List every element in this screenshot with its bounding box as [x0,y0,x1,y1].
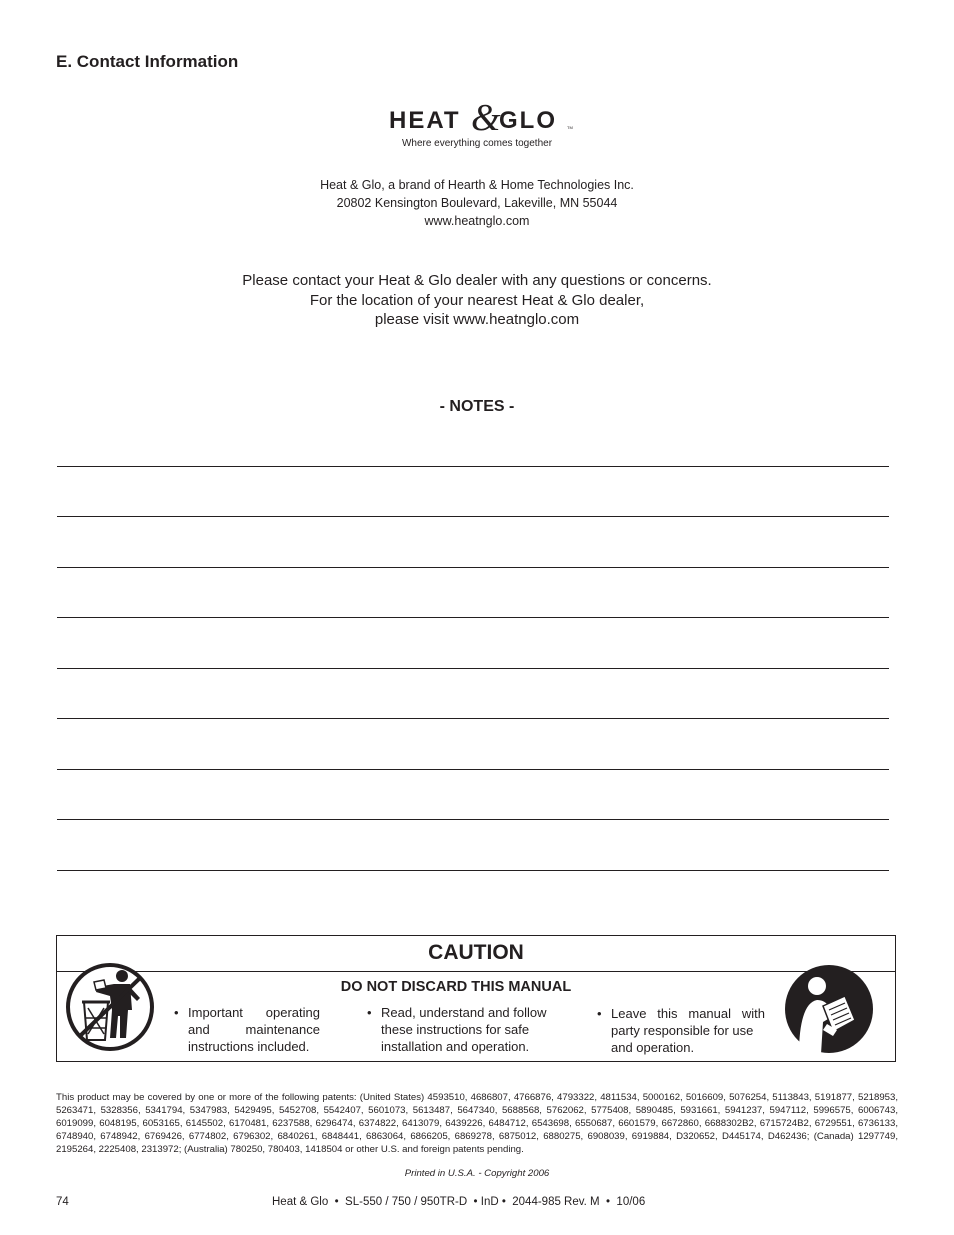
caution-bullet-3 [597,1005,767,1057]
address-line-website[interactable]: www.heatnglo.com [424,214,530,228]
note-line [57,769,889,770]
contact-line-2: For the location of your nearest Heat & Glo dealer, [309,291,645,309]
caution-divider [56,971,896,972]
bullet-line: and operation. [611,1040,695,1055]
logo-wordmark-glo: GLO [499,107,557,134]
bullet-marker: • [597,1006,602,1021]
bullet-line: party responsible for use [611,1023,754,1038]
bullet-line: installation and operation. [381,1039,530,1054]
bullet-marker: • [367,1005,372,1020]
bullet-line: Important operating [188,1005,320,1020]
note-line [57,567,889,568]
bullet-marker: • [174,1005,179,1020]
address-line-company: Heat & Glo, a brand of Hearth & Home Technologies Inc. [320,178,634,192]
bullet-line: Read, understand and follow [381,1005,547,1020]
no-trash-icon [66,958,154,1054]
note-line [57,819,889,820]
note-line [57,718,889,719]
logo-wordmark-ampersand: & [471,97,501,139]
caution-bullet-2 [367,1004,567,1056]
bullet-line: Leave this manual with [611,1006,765,1021]
page-number: 74 [56,1196,69,1208]
logo-trademark: TM [567,125,573,130]
company-address [0,176,954,230]
reading-manual-icon [783,962,875,1056]
logo-tagline: Where everything comes together [401,138,553,149]
address-line-street: 20802 Kensington Boulevard, Lakeville, MN 55044 [336,196,618,210]
bullet-line: instructions included. [188,1039,310,1054]
caution-title: CAUTION [428,941,524,964]
printed-copyright: Printed in U.S.A. - Copyright 2006 [404,1168,550,1179]
note-line [57,870,889,871]
caution-bullet-1 [174,1004,324,1056]
contact-line-3: please visit www.heatnglo.com [374,311,580,328]
contact-line-1: Please contact your Heat & Glo dealer with any questions or concerns. [242,272,712,289]
note-line [57,466,889,467]
note-line [57,516,889,517]
bullet-line: and maintenance [188,1022,320,1037]
patents-notice: This product may be covered by one or more of the following patents: (United States) 4593510, 4686807, 4766876, 4793322, 4811534, 5000162, 5016609, 5076254, 5113843, 5191877, 5218953, 5263471, 5328356, 5341794, 5347983, 5429495, 5452708, 5542407, 5601073, 5613487, 5647340, 5688568, 5762062, 5775408, 5890485, 5931661, 5941237, 5947112, 5996575, 6006743, 6019099, 6048195, 6053165, 6145502, 6170481, 6237588, 6296474, 6374822, 6413079, 6439226, 6484712, 6543698, 6550687, 6601579, 6672860, 6688302B2, 6715724B2, 6729551, 6736133, 6748940, 6748942, 6769426, 6774802, 6796302, 6840261, 6848441, 6863064, 6866205, 6869278, 6875012, 6880275, 6908039, 6919884, D320652, D445174, D462436; (Canada) 1297749, 2195264, 2225408, 2313972; (Australia) 780250, 780403, 1418504 or other U.S. and foreign patents pending. [56,1092,898,1155]
footer-document-info: Heat & Glo • SL-550 / 750 / 950TR-D • InD • 2044-985 Rev. M • 10/06 [272,1196,646,1208]
note-line [57,668,889,669]
section-title: E. Contact Information [56,52,239,71]
note-line [57,617,889,618]
notes-title: - NOTES - [439,398,515,415]
caution-subtitle: DO NOT DISCARD THIS MANUAL [340,979,572,995]
logo-wordmark-heat: HEAT [389,107,461,134]
bullet-line: these instructions for safe [381,1022,530,1037]
dealer-contact-text [0,271,954,330]
